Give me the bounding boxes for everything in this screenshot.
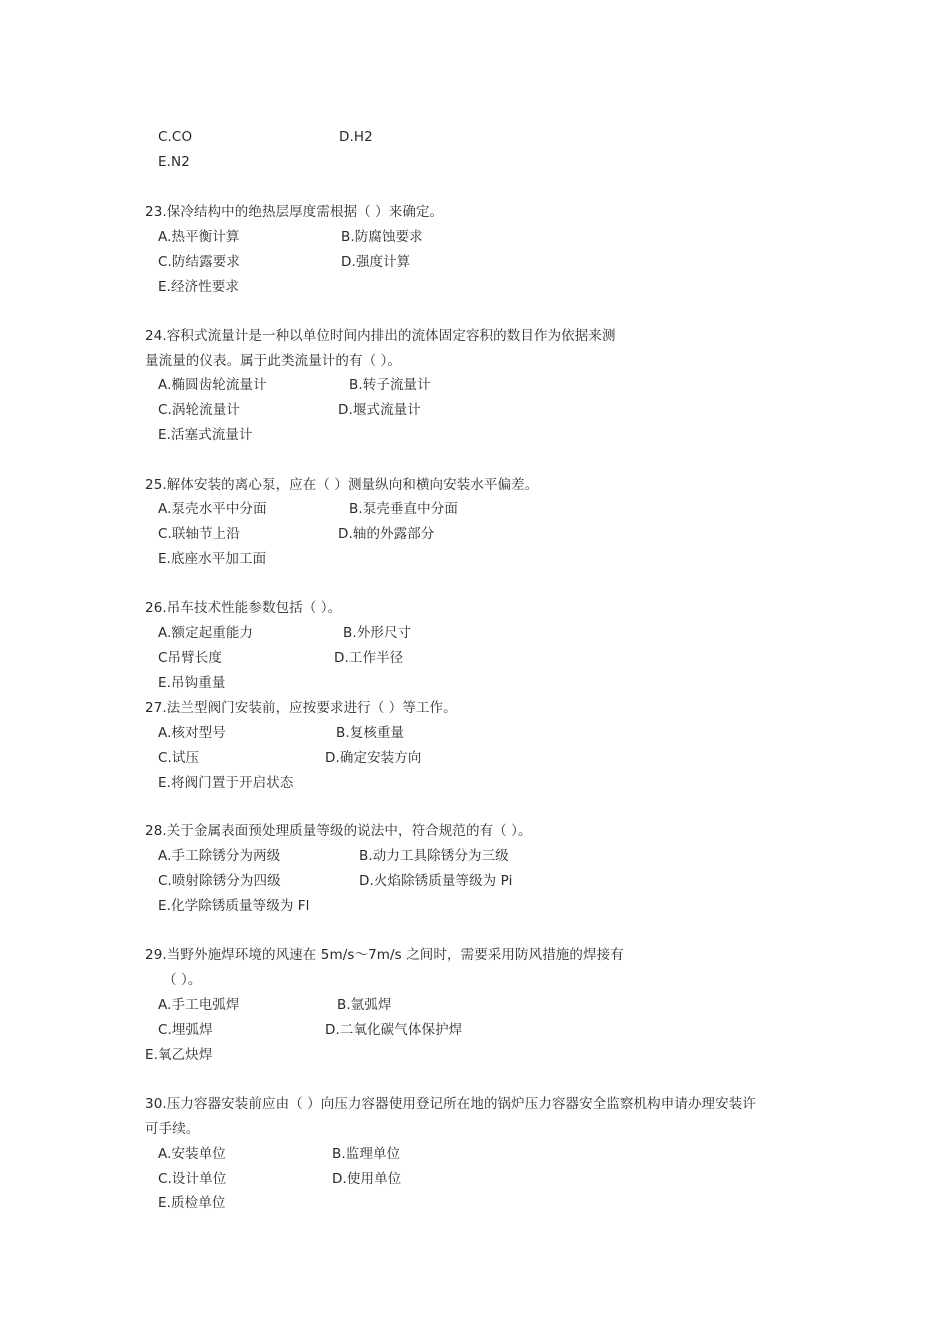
q29-option-d: D.二氧化碳气体保护焊 <box>325 1022 463 1038</box>
q30-option-a: A.安装单位 <box>158 1146 226 1162</box>
q23-option-b: B.防腐蚀要求 <box>341 229 423 245</box>
q24-stem-line1: 24.容积式流量计是一种以单位时间内排出的流体固定容积的数目作为依据来测 <box>145 328 616 344</box>
q28-option-c: C.喷射除锈分为四级 <box>158 873 281 889</box>
q25-option-d: D.轴的外露部分 <box>338 526 435 542</box>
q24-option-e: E.活塞式流量计 <box>158 427 253 443</box>
q27-option-a: A.核对型号 <box>158 725 226 741</box>
q22-option-e: E.N2 <box>158 154 190 170</box>
q22-option-d: D.H2 <box>339 129 373 145</box>
q29-option-b: B.氩弧焊 <box>337 997 392 1013</box>
q26-option-e: E.吊钩重量 <box>158 675 226 691</box>
q30-option-d: D.使用单位 <box>332 1171 402 1187</box>
q28-option-a: A.手工除锈分为两级 <box>158 848 281 864</box>
q26-stem: 26.吊车技术性能参数包括（ ）。 <box>145 600 342 616</box>
q27-option-c: C.试压 <box>158 750 200 766</box>
q23-option-e: E.经济性要求 <box>158 279 240 295</box>
q30-stem-line1: 30.压力容器安装前应由（ ）向压力容器使用登记所在地的锅炉压力容器安全监察机构申请办理安装许 <box>145 1096 756 1112</box>
q25-option-b: B.泵壳垂直中分面 <box>349 501 458 517</box>
q30-option-e: E.质检单位 <box>158 1195 226 1211</box>
q28-stem: 28.关于金属表面预处理质量等级的说法中，符合规范的有（ ）。 <box>145 823 532 839</box>
q25-option-e: E.底座水平加工面 <box>158 551 267 567</box>
q26-option-d: D.工作半径 <box>334 650 404 666</box>
q23-option-a: A.热平衡计算 <box>158 229 240 245</box>
q24-option-c: C.涡轮流量计 <box>158 402 240 418</box>
q23-option-c: C.防结露要求 <box>158 254 240 270</box>
q23-stem: 23.保冷结构中的绝热层厚度需根据（ ）来确定。 <box>145 204 444 220</box>
q29-option-c: C.埋弧焊 <box>158 1022 213 1038</box>
q25-option-a: A.泵壳水平中分面 <box>158 501 267 517</box>
q30-stem-line2: 可手续。 <box>145 1121 200 1137</box>
q24-option-b: B.转子流量计 <box>349 377 431 393</box>
q24-option-a: A.椭圆齿轮流量计 <box>158 377 267 393</box>
q26-option-b: B.外形尺寸 <box>343 625 412 641</box>
q24-option-d: D.堰式流量计 <box>338 402 421 418</box>
q29-stem-line1: 29.当野外施焊环境的风速在 5m/s～7m/s 之间时，需要采用防风措施的焊接有 <box>145 947 624 963</box>
q26-option-c: C吊臂长度 <box>158 650 222 666</box>
q22-option-c: C.CO <box>158 129 193 145</box>
q25-option-c: C.联轴节上沿 <box>158 526 240 542</box>
q28-option-e: E.化学除锈质量等级为 Fl <box>158 898 310 914</box>
q25-stem: 25.解体安装的离心泵，应在（ ）测量纵向和横向安装水平偏差。 <box>145 477 539 493</box>
q27-option-d: D.确定安装方向 <box>325 750 422 766</box>
q29-option-a: A.手工电弧焊 <box>158 997 240 1013</box>
q23-option-d: D.强度计算 <box>341 254 411 270</box>
q29-option-e: E.氧乙炔焊 <box>145 1047 213 1063</box>
q30-option-c: C.设计单位 <box>158 1171 227 1187</box>
q27-option-b: B.复核重量 <box>336 725 405 741</box>
q26-option-a: A.额定起重能力 <box>158 625 254 641</box>
q27-option-e: E.将阀门置于开启状态 <box>158 775 294 791</box>
q29-stem-line2: （ ）。 <box>163 972 202 988</box>
q28-option-b: B.动力工具除锈分为三级 <box>359 848 509 864</box>
q30-option-b: B.监理单位 <box>332 1146 401 1162</box>
q27-stem: 27.法兰型阀门安装前，应按要求进行（ ）等工作。 <box>145 700 457 716</box>
q24-stem-line2: 量流量的仪表。属于此类流量计的有（ ）。 <box>145 353 402 369</box>
q28-option-d: D.火焰除锈质量等级为 Pi <box>359 873 513 889</box>
